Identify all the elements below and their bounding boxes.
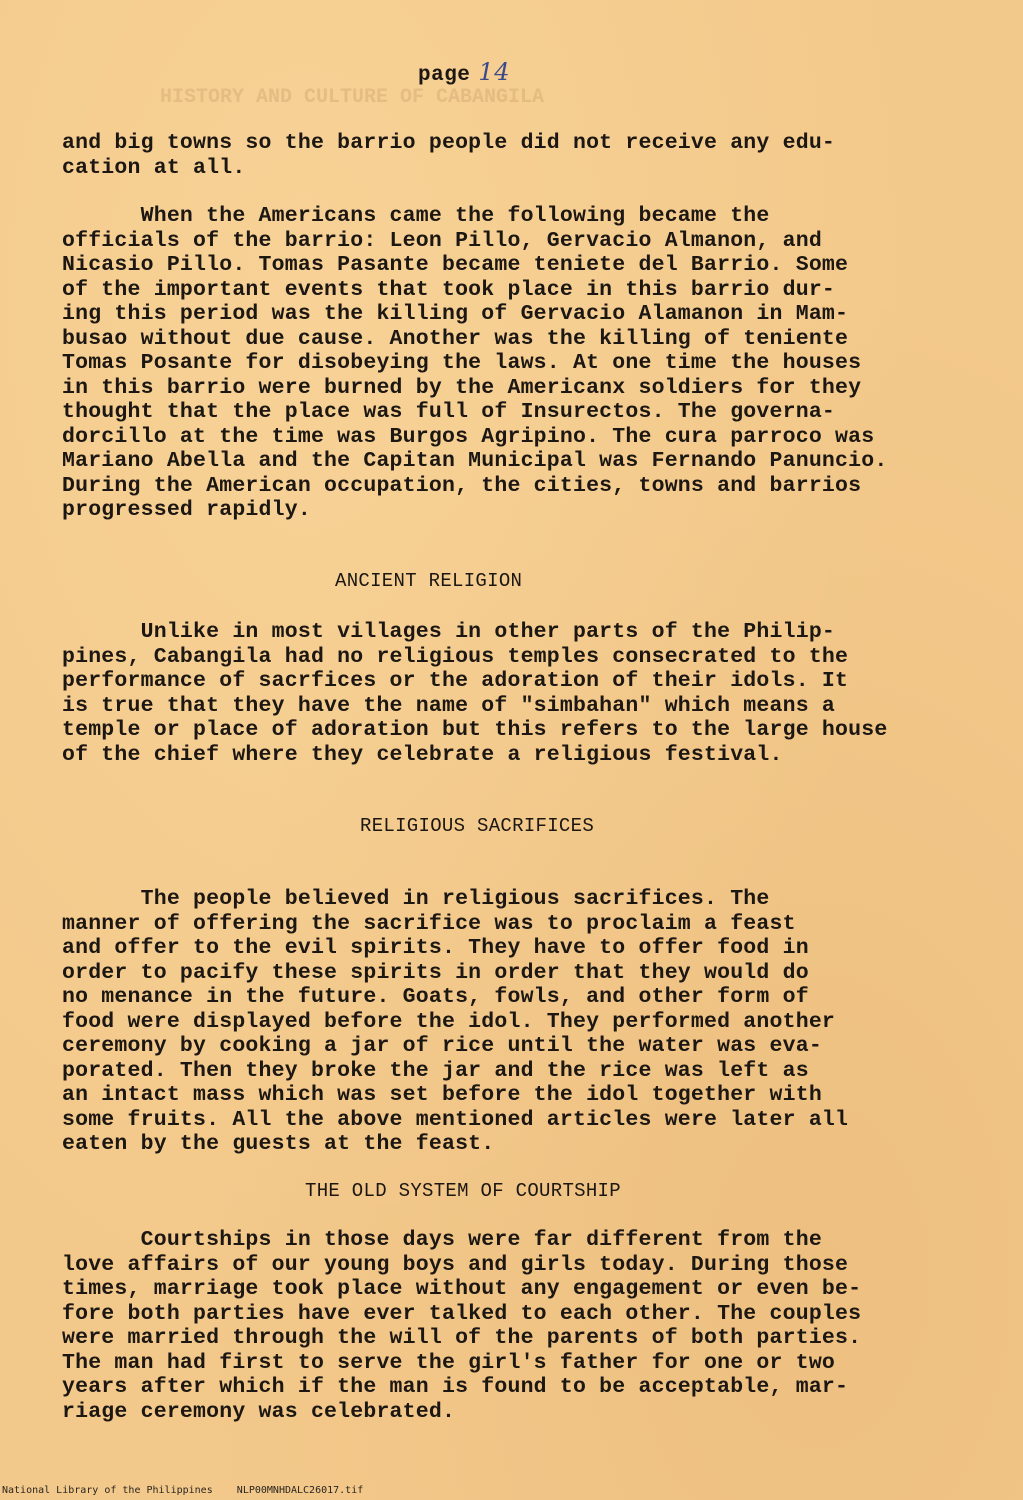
paragraph-old-courtship: Courtships in those days were far different from the love affairs of our young boys and girls today. During those times, marriage took place without any engagement or even be- fore both parties have ever talked to each other. The couples were married through the will of the parents of both parties. The man had first to serve the girl's father for one or two years after which if the man is found to be acceptable, mar- riage ceremony was celebrated. [62,1228,862,1424]
page-header [418,58,510,87]
scan-footer: National Library of the Philippines NLP00MNHDALC26017.tif [2,1485,364,1496]
paragraph-american-officials: When the Americans came the following became the officials of the barrio: Leon Pillo, Gervacio Almanon, and Nicasio Pillo. Tomas Pasante became teniete del Barrio. Some of the important events that took place in this barrio dur- ing this period was the killing of Gervacio Alamanon in Mam- busao without due cause. Another was the killing of teniente Tomas Posante for disobeying the laws. At one time the houses in this barrio were burned by the Americanx soldiers for they thought that the place was full of Insurectos. The governa- dorcillo at the time was Burgos Agripino. The cura parroco was Mariano Abella and the Capitan Municipal was Fernando Panuncio. During the American occupation, the cities, towns and barrios progressed rapidly. [62,204,888,522]
paragraph-intro: and big towns so the barrio people did not receive any edu- cation at all. [62,131,836,180]
paragraph-ancient-religion: Unlike in most villages in other parts of the Philip- pines, Cabangila had no religious temples consecrated to the performance of sacrfices or the adoration of their idols. It is true that they have the name of "simbahan" which means a temple or place of adoration but this refers to the large house of the chief where they celebrate a religious festival. [62,620,888,767]
heading-ancient-religion: ANCIENT RELIGION [335,570,523,592]
bleed-through-text: HISTORY AND CULTURE OF CABANGILA [160,86,545,109]
heading-old-courtship: THE OLD SYSTEM OF COURTSHIP [305,1180,621,1202]
paragraph-religious-sacrifices: The people believed in religious sacrifices. The manner of offering the sacrifice was to proclaim a feast and offer to the evil spirits. They have to offer food in order to pacify these spirits in order that they would do no menance in the future. Goats, fowls, and other form of food were displayed before the idol. They performed another ceremony by cooking a jar of rice until the water was eva- porated. Then they broke the jar and the rice was left as an intact mass which was set before the idol together with some fruits. All the above mentioned articles were later all eaten by the guests at the feast. [62,887,849,1156]
page-label: page [418,64,471,87]
page-number: 14 [478,58,510,86]
heading-religious-sacrifices: RELIGIOUS SACRIFICES [360,815,595,837]
